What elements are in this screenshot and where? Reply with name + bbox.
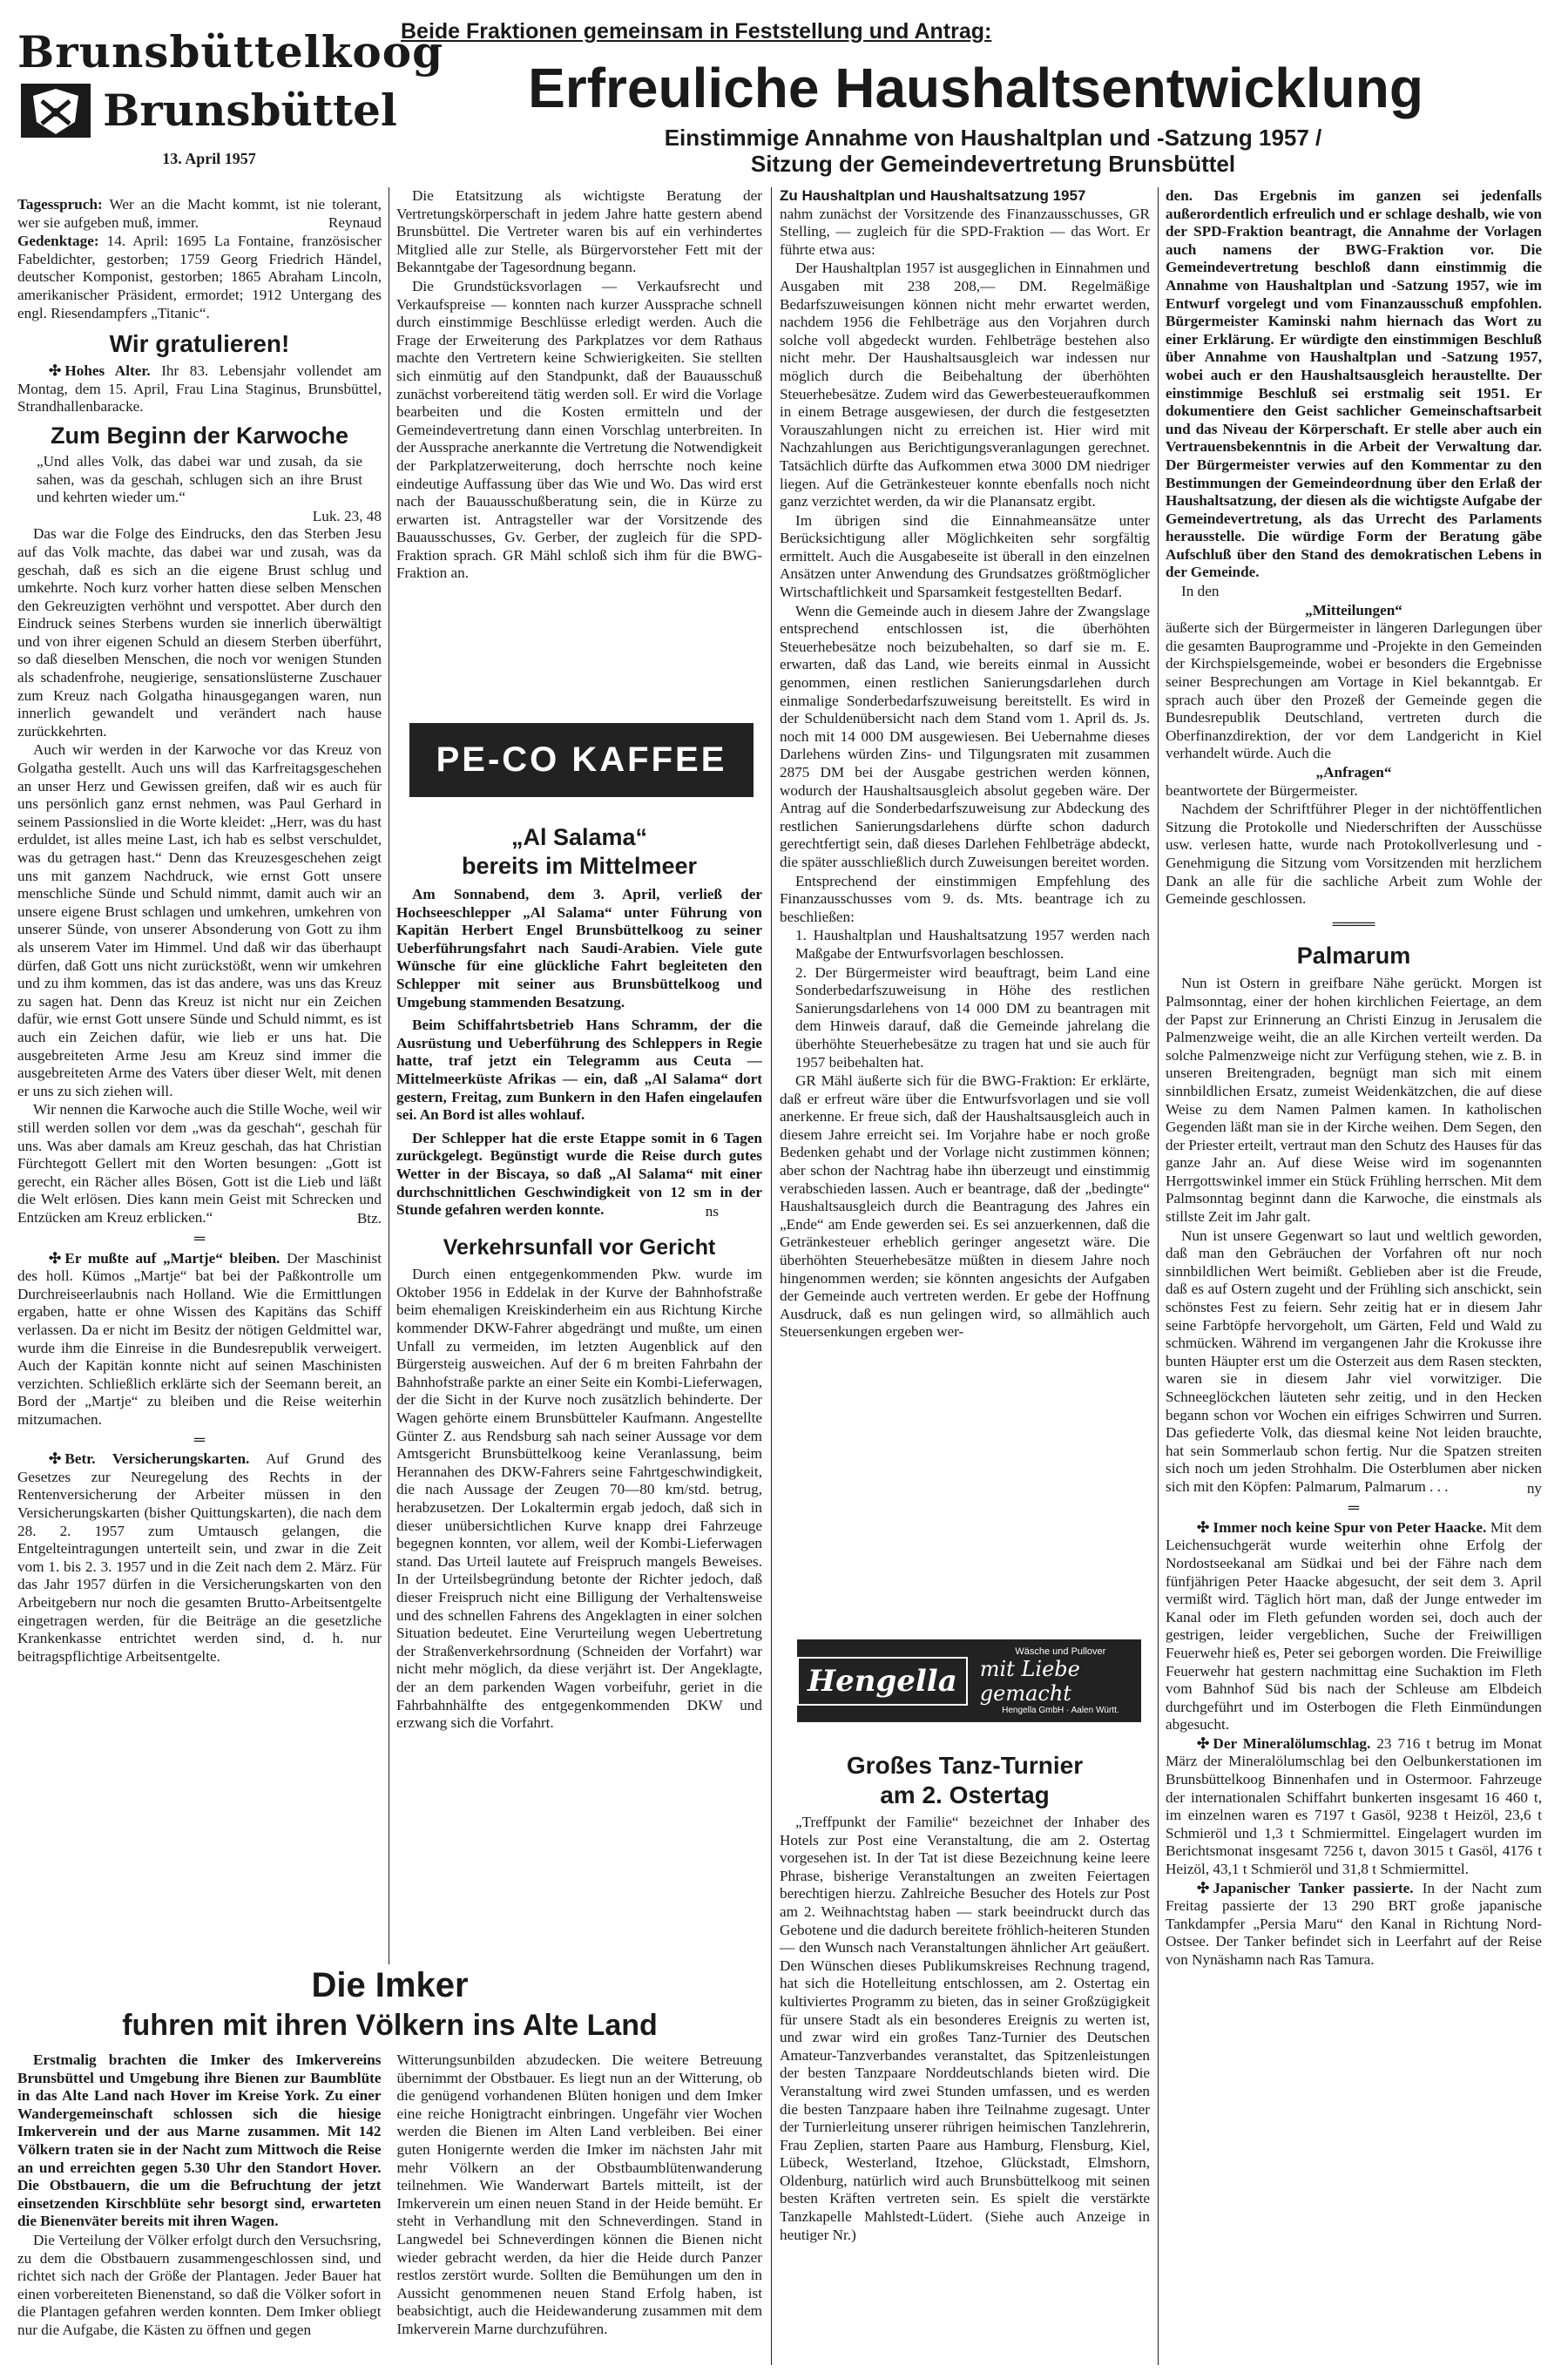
imker-c1: Erstmalig brachten die Imker des Imkervereins Brunsbüttel und Umgebung ihre Bienen zur Baumblüte in das Alte Land nach Hover im Kreise York. Zu einer Wandergemeinschaft schlossen sich die hiesige Imkerverein und der aus Marne zusammen. Mit 142 Völkern traten sie in der Nacht zum Mittwoch die Reise an und erreichten gegen 5.30 Uhr den Standort Hover. Die Obstbauern, die um die Befruchtung der jetzt einsetzenden Kirschblüte sehr besorgt sind, erwarteten die Bienenväter bereits mit ihren Wagen.	[17, 2051, 382, 2230]
anfragen-head: „Anfragen“	[1315, 764, 1392, 781]
karwoche-p3: Wir nennen die Karwoche auch die Stille Woche, weil wir still werden sollen vor dem „was da geschah“, geschah für uns. Was aber damals am Kreuz geschah, das hat Christian Fürchtegott Gellert mit den Worten besungen: „Gott ist gerecht, ein Rächer alles Bösen, Gott ist die Lieb und läßt die Welt erlösen. Dies kann mein Geist mit Schrecken und Entzücken am Kreuz erblicken.“	[17, 1101, 382, 1226]
column-rule	[1158, 187, 1159, 2365]
column-left	[17, 196, 382, 1666]
tanker-text: In der Nacht zum Freitag passierte der 13 290 BRT große japanische Tankdampfer „Persia Maru“ den Kanal in Richtung Nord-Ostsee. Der Tanker befindet sich in Leerfahrt auf der Reise von Nynäshamn nach Ras Tamura.	[1166, 1879, 1542, 1968]
haacke-text: Mit dem Leichensuchgerät wurde weiterhin ohne Erfolg der Nordostseekanal am Südkai und bei der Fähre nach dem fünfjährigen Peter Haacke abgesucht, der seit dem 3. April vermißt wird. Täglich hört man, daß der Junge entweder im Kanal oder im Fleth gefunden worden sei, doch auch der gestrigen, leider vergeblichen, Suche der Freiwilligen Feuerwehr hieß es, Peter sei geborgen worden. Die Freiwillige Feuerwehr hat gestern nachmittag eine Suchaktion im Fleth vom Bahnhof Süd bis nach der Schleuse am Elbdeich durchgeführt und im Osterbogen die Fleth Einmündungen abgesucht.	[1166, 1518, 1542, 1734]
versicherung-lead: Betr. Versicherungskarten.	[64, 1450, 250, 1468]
congrats-lead: Hohes Alter.	[64, 362, 151, 380]
haushalt-m2: Der Haushaltplan 1957 ist ausgeglichen in Einnahmen und Ausgaben mit 238 208,— DM. Regelmäßige Bedarfszuweisungen können nicht mehr erwartet werden, nachdem 1956 die Fehlbeträge aus den Vorjahren durch solche voll abgedeckt wurden. Fehlbeträge bestehen also nicht mehr. Der Haushaltsausgleich war indessen nur möglich durch die Beibehaltung der überhöhten Steuerhebesätze. Zudem wird das Gewerbesteueraufkommen in einem Betrage ausgewiesen, der durch die festgesetzten Vorauszahlungen nicht zu erreichen ist. Hier wird mit Nachzahlungen aus Berichtigungsveranlagungen gerechnet. Tatsächlich dürfte das Aufkommen etwa 3000 DM niedriger liegen. Auf die Getränkesteuer konnte ebenfalls noch nicht ganz verzichtet werden, da wir die Planansatz ergibt.	[780, 260, 1150, 510]
tanz-title-2: am 2. Ostertag	[880, 1781, 1050, 1808]
bullet-cross-icon: ✣	[49, 1249, 62, 1267]
alsalama-title-1: „Al Salama“	[510, 824, 648, 850]
column-tanz	[780, 1751, 1150, 2245]
haushalt-m4: Wenn die Gemeinde auch in diesem Jahre der Zwangslage entsprechend entschlossen ist, die überhöhten Steuerhebesätze noch beizubehalten, so darf sie m. E. erwarten, daß das Land, wie bereits einmal in Aussicht genommen, einen restlichen Sanierungsdarlehen durch einmalige Sonderbedarfszuweisung bereitstellt. Es wird in der Schuldenübersicht nach dem Stand vom 1. April ds. Js. noch mit 14 000 DM ausgewiesen. Bei Uebernahme dieses Darlehens würden Zins- und Tilgungsraten mit zusammen 2875 DM bei der Ausgabe gestrichen werden können, wodurch der Haushaltsausgleich absolut gegeben wäre. Der Antrag auf die Sonderbedarfszuweisung zur Abdeckung des restlichen Sanierungsdarlehens dürfte schon dadurch gerechtfertigt sein, daß dieses Darlehen Fehlbeträge abdeckt, die später ausschließlich durch Zuweisungen bereitet worden.	[780, 602, 1150, 870]
haushalt-m8: GR Mähl äußerte sich für die BWG-Fraktion: Er erklärte, daß er erfreut wäre über die Entwurfsvorlagen und sie voll anerkenne. Er freue sich, daß der Haushaltsausgleich auch in diesem Jahre erreicht sei. Im Vorjahre habe er noch große Bedenken gehabt und der Vorlage nicht zustimmen können; aber schon der Nachtrag habe ihn überzeugt und einstimmig verabschieden lassen. Auch er beantrage, daß der „bedingte“ Haushaltsausgleich durch die Beantragung des Jahres ein „Ende“ am Ende gewerden sei. Es sei anzuerkennen, daß die Getränkesteuer erheblich geringer angesetzt wäre. Die überhöhten Steuerhebesätze müßten in diesem Jahre noch hingenommen werden; sie könnten angesichts der Aufgaben der Gemeinde auch vertreten werden. Er gebe der Hoffnung Ausdruck, daß es nun gelingen wird, so allmählich auch Steuersenkungen ergeben wer-	[780, 1072, 1150, 1341]
bullet-cross-icon: ✣	[1197, 1734, 1210, 1752]
haushalt-r2: In den	[1181, 583, 1220, 600]
versicherung-text: Auf Grund des Gesetzes zur Neuregelung des Rechts in der Rentenversicherung der Arbeiter müssen in den Versicherungskarten (bisher Quittungskarten), die nach dem 28. 2. 1957 zum Umtausch gelangen, die Entgelteintragungen unterteilt sein, und zwar in die Zeit vom 1. bis 2. 3. 1957 und in die Zeit nach dem 2. März. Für das Jahr 1957 dürfen in die Versicherungskarten von den Arbeitgebern nur noch die gesamten Brutto-Arbeitsentgelte eingetragen werden, für die Beiträge an die gesetzliche Krankenkasse entrichtet werden sind, d. h. nur beitragspflichtige Arbeitsentgelte.	[17, 1450, 382, 1665]
hengella-line1: Wäsche und Pullover	[1015, 1646, 1106, 1657]
masthead-line2: Brunsbüttel	[103, 84, 397, 136]
imker-c2: Die Verteilung der Völker erfolgt durch den Versuchsring, zu dem die Obstbauern zusammengeschlossen sind, und richtet sich nach der Größe der Plantagen. Jeder Bauer hat einen vorbereiteten Bienenstand, so daß die Völker sofort in die Plantagen gefahren werden konnten. Dem Imker obliegt nur die Aufgabe, die Kästen zu öffnen und gegen	[17, 2231, 382, 2338]
congrats-title: Wir gratulieren!	[109, 330, 290, 358]
section-divider: ═	[193, 1430, 206, 1448]
congrats-text: Ihr 83. Lebensjahr vollendet am Montag, dem 15. April, Frau Lina Staginus, Brunsbüttel, Strandhallenbaracke.	[17, 362, 382, 416]
section-divider: ═	[193, 1230, 206, 1247]
alsalama-p3: Der Schlepper hat die erste Etappe somit in 6 Tagen zurückgelegt. Begünstigt wurde die Reise durch gutes Wetter in der Biscaya, so daß „Al Salama“ mit einer durchschnittlichen Geschwindigkeit von 12 sm in der Stunde gefahren werden konnte.	[396, 1129, 762, 1219]
section-divider: ════	[1332, 915, 1375, 932]
haushalt-m5: Entsprechend der einstimmigen Empfehlung des Finanzausschusses vom 9. ds. Mts. beantrage ich zu beschließen:	[780, 872, 1150, 925]
karwoche-title: Zum Beginn der Karwoche	[50, 422, 349, 449]
hengella-line3: Hengella GmbH · Aalen Württ.	[1002, 1706, 1119, 1715]
tanz-text: „Treffpunkt der Familie“ bezeichnet der Inhaber des Hotels zur Post eine Veranstaltung, die am 2. Ostertag vorgesehen ist. In der Tat ist diese Bezeichnung keine leere Phrase, bisherige Veranstaltungen an zweiten Feiertagen berechtigen hierzu. Zahlreiche Besucher des Hotels zur Post am 2. Weihnachtstag haben — stark beeindruckt durch das Gebotene und die dadurch bereitete fröhlich-heiteren Stunden — den Wunsch nach Veranstaltungen ähnlicher Art geäußert. Den Wünschen dieses Publikumskreises Rechnung tragend, hat sich die Hotelleitung entschlossen, am 2. Ostertag ein kultiviertes Programm zu bieten, das in seiner Großzügigkeit für unsere Stadt als ein besonderes Ereignis zu werten ist, und zwar wird ein großes Tanz-Turnier des Deutschen Amateur-Tanzverbandes veranstaltet, das Spitzenleistungen der besten Tanzpaare Norddeutschlands bieten wird. Die Veranstaltung wird zwei Stunden umfassen, und es werden die besten Tanzpaare haben ihre Teilnahme zugesagt. Unter der Turnierleitung unserer rührigen heimischen Tanzlehrerin, Frau Zeplien, starten Paare aus Hamburg, Flensburg, Kiel, Lübeck, Westerland, Itzehoe, Glückstadt, Elmshorn, Oldenburg, natürlich wird auch Brunsbüttelkoog mit seinen besten Kräften vertreten sein. Es spielt die verstärkte Tanzkapelle Mahlstedt-Lüdert. (Siehe auch Anzeige in heutiger Nr.)	[780, 1814, 1150, 2243]
masthead-date: 13. April 1957	[162, 150, 256, 167]
karwoche-p2: Auch wir werden in der Karwoche vor das Kreuz von Golgatha gestellt. Auch uns will das Karfreitagsgeschehen an unser Herz und Gewissen greifen, daß wir es auch für uns persönlich ganz ernst nehmen, was Paul Gerhard in seinem Passionslied in die Worte kleidet: „Herr, was du hast erduldet, ist alles meine Last, ich hab es selbst verschuldet, was du getragen hast.“ Denn das Kreuzesgeschehen zeigt uns mit ganzem Nachdruck, wie ernst Gott unsere menschliche Sünde und Schuld nimmt, damit auch wir an unsere eigene Brust schlagen und umkehren, umkehren von unserer Sünde, von unserer Absonderung von Gott zu ihm als unserem Vater im Himmel. Und daß wir das überhaupt dürfen, daß Gott uns nicht zurückstößt, wenn wir umkehren und zu ihm kommen, das ist das andere, was uns das Kreuz zu sagen hat. Denn das Kreuz ist nicht nur ein Zeichen dafür, wie ernst Gott unsere Sünde und Schuld nimmt, es ist auch ein Zeichen dafür, wie lieb er uns hat. Die ausgebreiteten Arme Jesu am Kreuz sind immer die ausgebreiteten Arme des Vaters über dieser Welt, mit denen er uns zu sich ziehen will.	[17, 741, 382, 1099]
coat-of-arms-icon	[21, 84, 91, 138]
memorial-label: Gedenktage:	[17, 233, 99, 250]
karwoche-quote-ref: Luk. 23, 48	[312, 507, 382, 524]
haushalt-r1: den. Das Ergebnis im ganzen sei jedenfalls außerordentlich erfreulich und er schlage deshalb, wie von der SPD-Fraktion beantragt, die Annahme der Vorlagen auch namens der BWG-Fraktion vor. Die Gemeindevertretung beschloß dann einstimmig die Annahme von Haushaltplan und -Satzung 1957, wie im Entwurf vorgelegt und vom Finanzausschuß empfohlen. Bürgermeister Kaminski nahm hiernach das Wort zu einer Erklärung. Er würdigte den einstimmigen Beschluß über Annahme von Haushaltplan und -Satzung 1957, wobei auch er den Haushaltsausgleich heraustellte. Der einstimmige Beschluß sei erstmalig seit 1951. Er dokumentiere den Geist sachlicher Gemeinschaftsarbeit und das Niveau der Körperschaft. Er stelle aber auch ein Vertrauensbekenntnis in die Arbeit der Verwaltung dar. Der Bürgermeister verwies auf den Kommentar zu den Bestimmungen der Gemeindeordnung über den Erlaß der Haushaltsatzung, der diesen als die wichtigste Aufgabe der Gemeindevertretung, als das Urrecht des Parlaments herausstelle. Die würdige Form der Beratung gäbe Aufschluß über den Stand des demokratischen Lebens in der Gemeinde.	[1166, 187, 1542, 581]
haushalt-mid-head: Zu Haushaltplan und Haushaltsatzung 1957	[780, 187, 1086, 204]
haushalt-c2: Die Grundstücksvorlagen — Verkaufsrecht und Verkaufspreise — konnten nach kurzer Aussprache schnell durch einstimmige Beschlüsse erledigt werden. Auch die Frage der Erweiterung des Parkplatzes vor dem Rathaus machte den Vertretern keine Schwierigkeiten. Sie stellten sich einmütig auf den Standpunkt, daß der Bauausschuß zunächst vorbereitend tätig werden soll. Er wird die Vorlage bearbeiten und die Kosten ermitteln und der Gemeindevertretung dann einen Vorschlag unterbreiten. In der Aussprache anerkannte die Vertretung die Notwendigkeit der Parkplatzerweiterung, doch herrschte noch keine eindeutige Auffassung über das Wie und Wo. Das wird erst nach der Bauausschußberatung sein, die in Kürze zu erwarten ist. Antragsteller war der Vorsitzende des Bauausschusses, Gv. Gerber, der zugleich für die SPD-Fraktion sprach. GR Mähl schloß sich ihm für die BWG-Fraktion an.	[396, 277, 762, 582]
haushalt-m1: nahm zunächst der Vorsitzende des Finanzausschusses, GR Stelling, — zugleich für die SPD-Fraktion — das Wort. Er führte etwa aus:	[780, 205, 1150, 258]
column-rule	[771, 187, 772, 2365]
tanz-title-1: Großes Tanz-Turnier	[846, 1752, 1084, 1779]
haushalt-r3: äußerte sich der Bürgermeister in längeren Darlegungen über die gesamten Bauprogramme und -Projekte in den Gemeinden der Kirchspielsgemeinde, wobei er besonders die Ergebnisse seiner Besprechungen am Vortage in Kiel bekanntgab. Er sprach auch über den Prozeß der Gemeinde gegen die Bundesrepublik Deutschland, vertreten durch die Oberfinanzdirektion, der vor dem Landgericht in Kiel verhandelt würde. Auch die	[1166, 619, 1542, 762]
haushalt-c1: Die Etatsitzung als wichtigste Beratung der Vertretungskörperschaft in jedem Jahre hatte gestern abend Brunsbüttel. Die Vertreter waren bis auf ein verhindertes Mitglied alle zur Stelle, als Bürgervorsteher Fett mit der Bekanntgabe der Tagesordnung begann.	[396, 187, 762, 276]
palmarum-title: Palmarum	[1296, 943, 1411, 970]
verkehr-text: Durch einen entgegenkommenden Pkw. wurde im Oktober 1956 in Eddelak in der Kurve der Bahnhofstraße beim ehemaligen Kreiskinderheim ein aus Richtung Kirche kommender DKW-Fahrer abgedrängt und mußte, um einen Unfall zu vermeiden, im letzten Augenblick auf den Bürgersteig ausweichen. Auf der 6 m breiten Fahrbahn der Bahnhofstraße parkte an einer Seite ein Kombi-Lieferwagen, der die Sicht in der Kurve noch zusätzlich behinderte. Der Wagen gehörte einem Brunsbütteler Kaufmann. Angestellte Günter Z. aus Rendsburg sah nach seiner Aussage vor dem Amtsgericht Brunsbüttelkoog keine Veranlassung, beim Herannahen des DKW-Fahrers seine Fahrtgeschwindigkeit, die nach Aussage der Zeugen 70—80 km/std. betrug, herabzusetzen. Der Lokaltermin ergab jedoch, daß sich in dieser unübersichtlichen Kurve knapp drei Fahrzeuge begegnen konnten, vor allem, weil der Kombi-Lieferwagen stand. Das Urteil lautete auf Freispruch mangels Beweises. In der Urteilsbegründung betonte der Richter jedoch, daß dieser Freispruch nicht eine Billigung der Verhaltensweise und des schnellen Fahrens des Angeklagten in einer solchen Situation bedeutet. Eine Verurteilung wegen Uebertretung der Straßenverkehrsordnung (Schneiden der Vorfahrt) war nicht mehr möglich, da diese verjährt ist. Der Angeklagte, der an dem parkenden Wagen vorbeifuhr, geriet in die Fahrbahnhälfte des entgegenkommenden DKW und erzwang sich die Vorfahrt.	[396, 1266, 762, 1732]
saying-author: Reynaud	[328, 213, 382, 231]
haushalt-m7: 2. Der Bürgermeister wird beauftragt, beim Land eine Sonderbedarfszuweisung in Höhe des restlichen Sanierungsdarlehens von 14 000 DM zu beantragen mit dem Hinweis darauf, daß die Gemeinde jahrelang die überhöhte Steuerhebesätze zu tragen hat und sie auch für 1957 beibehalten hat.	[795, 963, 1150, 1071]
haacke-lead: Immer noch keine Spur von Peter Haacke.	[1213, 1518, 1487, 1536]
hengella-brand: Hengella	[797, 1657, 968, 1706]
saying-text: Wer an die Macht kommt, ist nie tolerant, wer sie aufgeben muß, immer.	[17, 196, 382, 231]
masthead	[17, 26, 444, 168]
alsalama-author: ns	[705, 1202, 719, 1220]
imker-c3: Witterungsunbilden abzudecken. Die weitere Betreuung übernimmt der Obstbauer. Es liegt nun an der Witterung, ob die genügend vorhandenen Blüten honigen und dem Imker eine reiche Honigtracht einbringen. Ungefähr vier Wochen werden die Bienen im Alten Land verbleiben. Bei einer guten Honigernte werden die Imker im nächsten Jahr mit mehr Völkern an der Obstbaumblütenwanderung teilnehmen. Wie Wanderwart Bartels mitteilt, ist der Imkerverein um einen neuen Stand in der Heide bemüht. Er steht in Verhandlung mit den Schneverdingen. Stand in Langwedel bei Schneverdingen können die Bienen nicht wieder gebracht werden, da hier die Heide durch Panzer restlos zerstört wurde. Sollten die Bemühungen um den in Aussicht genommenen neuen Stand Erfolg haben, ist beabsichtigt, auch die Heidewanderung zusammen mit dem Imkerverein Marne durchzuführen.	[396, 2051, 762, 2337]
saying-label: Tagesspruch:	[17, 196, 103, 213]
column-alsalama	[396, 823, 762, 1734]
palmarum-p2: Nun ist unsere Gegenwart so laut und weltlich geworden, daß man den Gebräuchen der Vorfahren oft nur noch sinnbildlichen Wert beimißt. Geblieben aber ist die Freude, daß es auf Ostern zugeht und der Frühling sich anschickt, sein schönstes Fest zu feiern. Sehr zeitig hat er in diesem Jahr seine Farbtöpfe hervorgeholt, um Gärten, Feld und Wald zu schmücken. Während im vergangenen Jahr die Krokusse ihre bunten Häupter erst um die Osterzeit aus dem Rasen steckten, waren sie in diesem Jahr viel vorwitziger. Die Schneeglöckchen läuteten sehr zeitig, und in den Hecken begann schon vor Wochen ein eifriges Schwirren und Surren. Das gefiederte Volk, das diesmal keine Not leiden brauchte, hat sein Sommerlaub schon fertig. Nur die Spatzen streiten sich noch um jeden Strohhalm. Die Osterblumen aber nicken sich mit den Köpfen: Palmarum, Palmarum . . .	[1166, 1227, 1542, 1495]
mineral-text: 23 716 t betrug im Monat März der Mineralölumschlag bei den Oelbunkerstationen im Brunsbüttelkoog Binnenhafen und in Ostermoor. Fahrzeuge der internationalen Schiffahrt bunkerten insgesamt 16 460 t, im einzelnen waren es 7197 t Gasöl, 9238 t Heizöl, 23,6 t Schmieröl und 1,3 t Schmiermittel. Eingelagert wurden im Berichtsmonat insgesamt 7256 t, davon 3015 t Gasöl, 4176 t Heizöl, 43,1 t Schmieröl und 31,8 t Schmiermittel.	[1166, 1734, 1542, 1878]
alsalama-p2: Beim Schiffahrtsbetrieb Hans Schramm, der die Ausrüstung und Ueberführung des Schleppers in Regie hatte, traf jetzt ein Telegramm aus Ceuta — Mittelmeerküste Afrikas — ein, daß „Al Salama“ dort gestern, Freitag, zum Bunkern in den Hafen eingelaufen sei. An Bord ist alles wohlauf.	[396, 1017, 762, 1124]
karwoche-p1: Das war die Folge des Eindrucks, den das Sterben Jesu auf das Volk machte, das dabei war und zusah, was da geschah, daß es sich an die eigene Brust schlug und umkehrte. Noch kurz vorher hatten diese selben Menschen den Gekreuzigten verhöhnt und verspottet. Aber durch den Eindruck seines Sterbens wurden sie innerlich überwältigt und von ihrer eigenen Schuld an diesem Sterben überführt, so daß dieselben Menschen, die noch vor wenigen Stunden als schadenfrohe, neugierige, sensationslüsterne Zuschauer zum Kreuz nach Golgatha hinausgegangen waren, nun innerlich gewandelt und verändert nach hause zurückkehrten.	[17, 525, 382, 740]
column-haushalt-1	[396, 187, 762, 584]
masthead-line1: Brunsbüttelkoog	[17, 26, 444, 78]
imker-title-2: fuhren mit ihren Völkern ins Alte Land	[122, 2009, 658, 2042]
karwoche-author: Btz.	[356, 1210, 382, 1227]
column-haushalt-2	[780, 187, 1150, 1342]
karwoche-quote: „Und alles Volk, das dabei war und zusah, da sie sahen, was da geschah, schlugen sich an ihre Brust und kehrten wieder um.“	[37, 452, 362, 506]
haushalt-r4: beantwortete der Bürgermeister.	[1166, 781, 1358, 799]
tanker-lead: Japanischer Tanker passierte.	[1213, 1879, 1414, 1896]
hengella-line2: mit Liebe gemacht	[979, 1657, 1080, 1706]
martje-text: Der Maschinist des holl. Kümos „Martje“ bat bei der Paßkontrolle um Durchreiseerlaubnis nach Holland. Wie die Ermittlungen ergaben, hatte er ohne Wissen des Kapitäns das Schiff verlassen. Da er nicht im Besitz der nötigen Geldmittel war, wurde ihm die Einreise in die Bundesrepublik verweigert. Auch der Kapitän konnte nicht auf seinen Maschinisten verzichten. Schließlich erklärte sich der Seemann bereit, an Bord der „Martje“ zu bleiben und die Reise weiterhin mitzumachen.	[17, 1249, 382, 1428]
imker-title-1: Die Imker	[311, 1966, 469, 2004]
hengella-ad	[797, 1639, 1141, 1722]
verkehr-title: Verkehrsunfall vor Gericht	[443, 1235, 716, 1260]
palmarum-author: ny	[1526, 1479, 1542, 1497]
haushalt-m6: 1. Haushaltplan und Haushaltsatzung 1957 werden nach Maßgabe der Entwurfsvorlagen beschlossen.	[795, 927, 1150, 962]
haushalt-m3: Im übrigen sind die Einnahmeansätze unter Berücksichtigung aller Möglichkeiten sehr sorgfältig ermittelt. Auch die Ausgabeseite ist überall in den einzelnen Ansätzen unter Anwendung des Grundsatzes größtmöglicher Wirtschaftlichkeit und Sparsamkeit festgestellten Bedarf.	[780, 511, 1150, 601]
alsalama-p1: Am Sonnabend, dem 3. April, verließ der Hochseeschlepper „Al Salama“ unter Führung von Kapitän Herbert Engel Brunsbüttelkoog zu seiner Ueberführungsfahrt nach Saudi-Arabien. Viele gute Wünsche für eine glückliche Fahrt begleiteten den Schlepper mit seiner aus Brunsbüttelkoog und Umgebung stammenden Besatzung.	[396, 886, 762, 1010]
column-imker	[17, 1964, 762, 2341]
bullet-cross-icon: ✣	[49, 362, 62, 380]
bullet-cross-icon: ✣	[49, 1450, 62, 1468]
palmarum-p1: Nun ist Ostern in greifbare Nähe gerückt. Morgen ist Palmsonntag, einer der hohen kirchlichen Feiertage, an dem der Papst zur Erinnerung an Christi Einzug in Jerusalem die Palmenzweige weiht, die an alle Kirchen verteilt werden. Da solche Palmenzweige nicht zur Verfügung stehen, wie z. B. in unseren Breitengraden, begnügt man sich mit einem sinnbildlichen Ersatz, zumeist Weidenkätzchen, die auf diese Weise zu dem Namen Palmen kamen. In katholischen Gegenden läßt man sie in der Kirche weihen. Dem Segen, den der Priester erteilt, vertraut man den Schutz des Hauses für das ganze Jahr an. Auf diese Weise wird im sogenannten Herrgottswinkel immer ein Stück Frühling herrschen. Mit dem Palmsonntag beginnt dann die Karwoche, die einstmals als stillste Zeit im Jahr galt.	[1166, 975, 1542, 1226]
mitteilungen-head: „Mitteilungen“	[1305, 601, 1402, 618]
haushalt-subtitle-2: Sitzung der Gemeindevertretung Brunsbüttel	[750, 151, 1236, 177]
bullet-cross-icon: ✣	[1197, 1518, 1210, 1536]
bullet-cross-icon: ✣	[1197, 1879, 1210, 1896]
haushalt-subtitle-1: Einstimmige Annahme von Haushaltplan und -Satzung 1957 /	[664, 125, 1322, 151]
column-right	[1166, 187, 1542, 1970]
memorial-text: 14. April: 1695 La Fontaine, französischer Fabeldichter, gestorben; 1759 Georg Friedrich Händel, deutscher Komponist, gestorben; 1865 Abraham Lincoln, amerikanischer Präsident, ermordet; 1912 Untergang des engl. Riesendampfers „Titanic“.	[17, 233, 382, 321]
mineral-lead: Der Mineralölumschlag.	[1213, 1734, 1371, 1752]
martje-lead: Er mußte auf „Martje“ bleiben.	[64, 1249, 280, 1267]
section-divider: ═	[1348, 1499, 1360, 1517]
peco-ad-text: PE-CO KAFFEE	[436, 740, 727, 779]
haushalt-r5: Nachdem der Schriftführer Pleger in der nichtöffentlichen Sitzung die Protokolle und Niederschriften der Ausschüsse usw. verlesen hatte, wurde nach Protokollverlesung und -Genehmigung die Sitzung vom Vorsitzenden mit herzlichem Dank an alle für die sachliche Arbeit zum Wohle der Gemeinde geschlossen.	[1166, 801, 1542, 908]
peco-kaffee-ad	[409, 723, 754, 797]
haushalt-title: Erfreuliche Haushaltsentwicklung	[528, 57, 1423, 119]
alsalama-title-2: bereits im Mittelmeer	[461, 853, 698, 879]
haushalt-kicker: Beide Fraktionen gemeinsam in Feststellung und Antrag:	[401, 19, 992, 44]
